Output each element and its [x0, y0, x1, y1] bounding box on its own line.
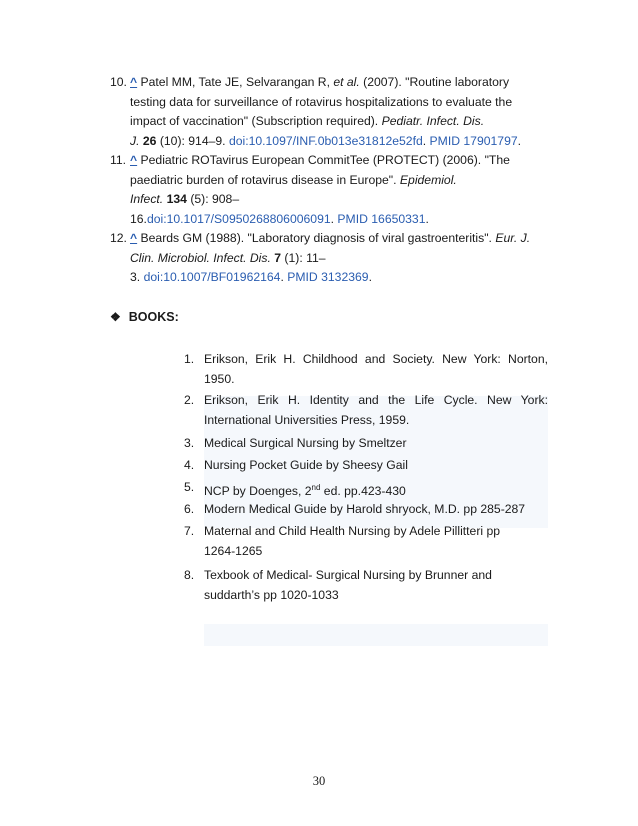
doi-link[interactable]: :10.1007/BF01962164 — [159, 270, 281, 285]
list-item: 7. Maternal and Child Health Nursing by Adele Pillitteri pp 1264-1265 — [184, 524, 501, 558]
shaded-block — [204, 624, 548, 646]
doi-label-link[interactable]: doi — [146, 211, 164, 226]
page-number: 30 — [312, 774, 326, 788]
list-item: 1. Erikson, Erik H. Childhood and Society. New York: Norton, 1950. — [184, 352, 548, 386]
list-item: 4. Nursing Pocket Guide by Sheesy Gail — [184, 458, 408, 472]
books-heading: ❖ BOOKS: — [110, 310, 179, 324]
pmid-link[interactable]: 16650331 — [371, 211, 426, 226]
pmid-link[interactable]: 3132369 — [321, 270, 369, 285]
diamond-bullet-icon: ❖ — [110, 310, 121, 324]
pmid-label-link[interactable]: PMID — [287, 270, 318, 285]
doi-label-link[interactable]: doi — [228, 133, 246, 148]
pmid-label-link[interactable]: PMID — [429, 133, 461, 148]
reference-11: 11. ^ Pediatric ROTavirus European CommitTee (PROTECT) (2006). "The paediatric burden of rotavirus disease in Europe". Epidemiol. Infect. 134 (5): 908– 16.doi:10.1017/S0950268806006091. PMID 16650331. — [110, 153, 510, 226]
doi-label-link[interactable]: doi — [143, 270, 160, 285]
list-item: 3. Medical Surgical Nursing by Smeltzer — [184, 436, 407, 450]
doi-link[interactable]: :10.1017/S0950268806006091 — [163, 211, 331, 226]
back-reference-link[interactable]: ^ — [130, 231, 138, 245]
doi-link[interactable]: :10.1097/INF.0b013e31812e52fd — [245, 133, 423, 148]
list-item: 8. Texbook of Medical- Surgical Nursing by Brunner and suddarth’s pp 1020-1033 — [184, 568, 492, 602]
list-item: 2. Erikson, Erik H. Identity and the Life Cycle. New York: International Universities Press, 1959. — [184, 393, 548, 427]
pmid-label-link[interactable]: PMID — [337, 211, 368, 226]
list-item: 5. NCP by Doenges, 2nd ed. pp.423-430 — [184, 480, 406, 499]
back-reference-link[interactable]: ^ — [130, 153, 138, 167]
pmid-link[interactable]: 17901797 — [463, 133, 518, 148]
reference-number: 11. — [110, 153, 127, 167]
reference-12: 12. ^ Beards GM (1988). "Laboratory diagnosis of viral gastroenteritis". Eur. J. Clin. Microbiol. Infect. Dis. 7 (1): 11– 3. doi:10.1007/BF01962164. PMID 3132369. — [110, 231, 531, 285]
reference-number: 10. — [110, 75, 127, 89]
back-reference-link[interactable]: ^ — [130, 75, 138, 89]
reference-number: 12. — [110, 231, 127, 245]
reference-10: 10. ^ Patel MM, Tate JE, Selvarangan R, et al. (2007). "Routine laboratory testing data for surveillance of rotavirus hospitalizations to evaluate the impact of vaccination" (Subscription required). Pediatr. Infect. Dis. J. 26 (10): 914–9. doi:10.1097/INF.0b013e31812e52fd. PMID 17901797. — [110, 75, 522, 148]
list-item: 6. Modern Medical Guide by Harold shryock, M.D. pp 285-287 — [184, 502, 526, 516]
